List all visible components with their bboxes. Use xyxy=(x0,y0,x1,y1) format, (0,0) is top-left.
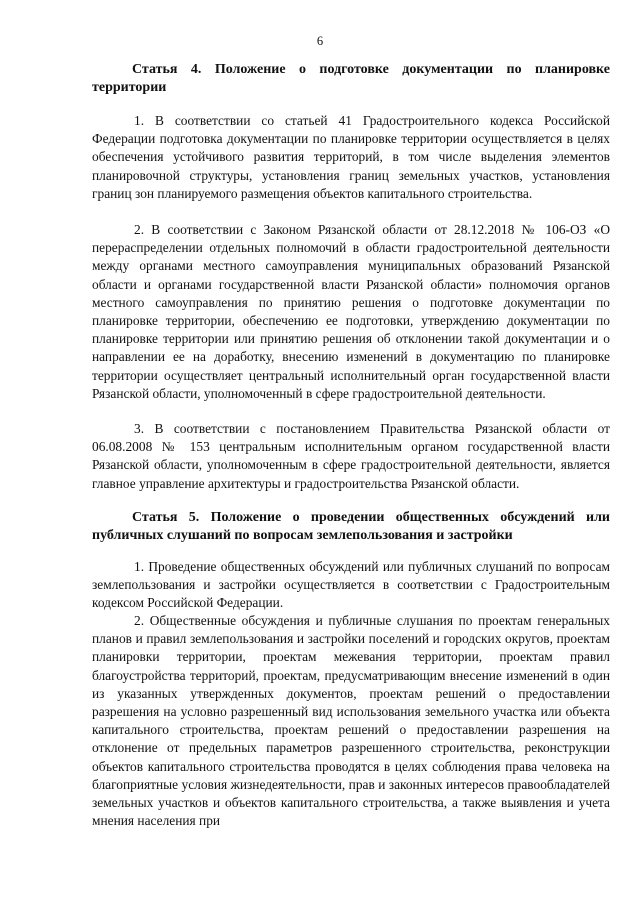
article-4-paragraph-2: 2. В соответствии с Законом Рязанской области от 28.12.2018 № 106-ОЗ «О перераспределении отдельных полномочий в области градостроительной деятельности между органами местного самоуправления муниципальных образований Рязанской области и органами государственной власти Рязанской области» полномочия органов местного самоуправления по принятию решения о подготовке документации по планировке территории, обеспечению ее подготовки, утверждению документации по планировке территории или принятию решения об отклонении такой документации и о направлении ее на доработку, внесению изменений в документацию по планировке территории осуществляет центральный исполнительный орган государственной власти Рязанской области, уполномоченный в сфере градостроительной деятельности. xyxy=(92,222,610,401)
article-5-heading: Статья 5. Положение о проведении общественных обсуждений или публичных слушаний по вопросам землепользования и застройки xyxy=(92,510,610,543)
article-4-paragraph-3: 3. В соответствии с постановлением Правительства Рязанской области от 06.08.2008 № 153 центральным исполнительным органом государственной власти Рязанской области, уполномоченным в сфере градостроительной деятельности, является главное управление архитектуры и градостроительства Рязанской области. xyxy=(92,421,610,491)
page-number: 6 xyxy=(316,34,324,48)
article-4-heading: Статья 4. Положение о подготовке документации по планировке территории xyxy=(92,62,610,95)
article-4-paragraph-1: 1. В соответствии со статьей 41 Градостроительного кодекса Российской Федерации подготовка документации по планировке территории осуществляется в целях обеспечения устойчивого развития территорий, в том числе выделения элементов планировочной структуры, установления границ земельных участков, установления границ зон планируемого размещения объектов капитального строительства. xyxy=(92,113,610,201)
article-5-paragraph-2: 2. Общественные обсуждения и публичные слушания по проектам генеральных планов и правил землепользования и застройки поселений и городских округов, проектам планировки территории, проектам межевания территории, проектам правил благоустройства территорий, проектам, предусматривающим внесение изменений в один из указанных утвержденных документов, проектам решений о предоставлении разрешения на условно разрешенный вид использования земельного участка или объекта капитального строительства, проектам решений о предоставлении разрешения на отклонение от предельных параметров разрешенного строительства, реконструкции объектов капитального строительства проводятся в целях соблюдения права человека на благоприятные условия жизнедеятельности, прав и законных интересов правообладателей земельных участков и объектов капитального строительства, а также выявления и учета мнения населения при xyxy=(92,613,610,829)
article-5-paragraph-1: 1. Проведение общественных обсуждений или публичных слушаний по вопросам землепользования и застройки осуществляется в соответствии с Градостроительным кодексом Российской Федерации. xyxy=(92,559,610,611)
